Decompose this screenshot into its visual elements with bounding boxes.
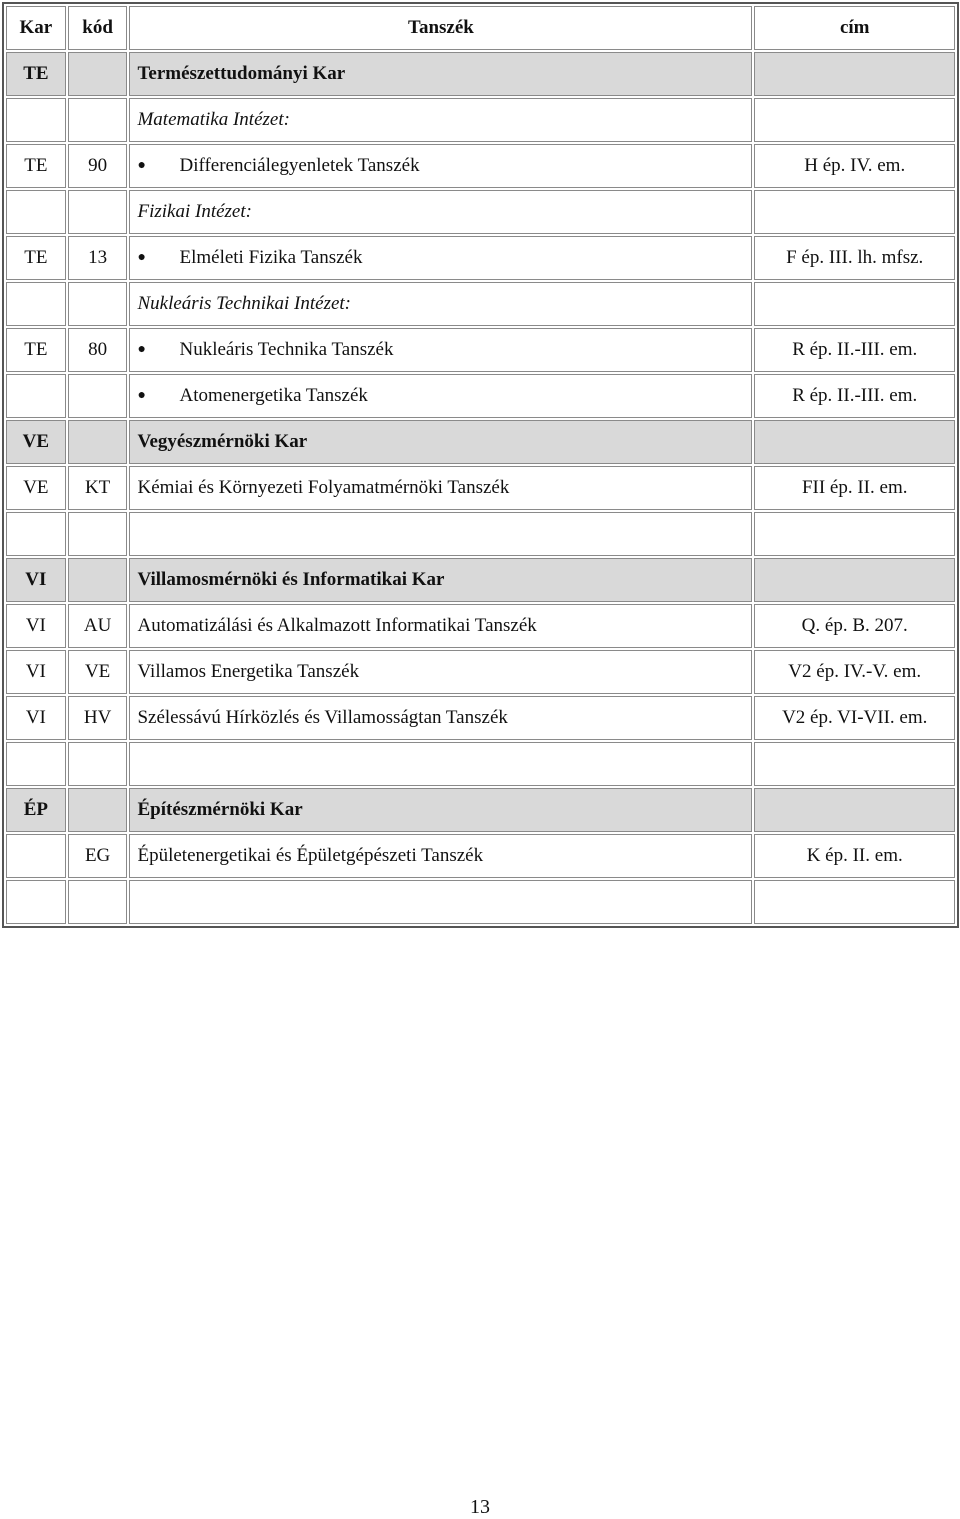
empty-row <box>6 512 955 556</box>
table-row <box>6 328 955 372</box>
kar-cell <box>6 282 66 326</box>
kod-cell <box>68 880 128 924</box>
institute-name: Fizikai Intézet: <box>129 190 752 234</box>
cim-cell <box>754 788 955 832</box>
kar-cell: VI <box>6 558 66 602</box>
empty-row <box>6 880 955 924</box>
table-row <box>6 374 955 418</box>
kod-cell <box>68 52 128 96</box>
faculty-name: Természettudományi Kar <box>129 52 752 96</box>
kar-cell: ÉP <box>6 788 66 832</box>
table-header-row <box>6 6 955 50</box>
cim-cell: R ép. II.-III. em. <box>754 328 955 372</box>
department-name: Villamos Energetika Tanszék <box>129 650 752 694</box>
kod-cell <box>68 558 128 602</box>
kar-cell: TE <box>6 328 66 372</box>
faculty-name: Építészmérnöki Kar <box>129 788 752 832</box>
faculty-name: Vegyészmérnöki Kar <box>129 420 752 464</box>
cim-cell <box>754 52 955 96</box>
kod-cell: 90 <box>68 144 128 188</box>
kod-cell <box>68 512 128 556</box>
header-kod: kód <box>68 6 128 50</box>
kar-cell: VI <box>6 696 66 740</box>
faculty-row <box>6 52 955 96</box>
cim-cell: F ép. III. lh. mfsz. <box>754 236 955 280</box>
kar-cell: VI <box>6 604 66 648</box>
kod-cell: EG <box>68 834 128 878</box>
kar-cell: TE <box>6 236 66 280</box>
kar-cell <box>6 190 66 234</box>
department-cell <box>129 374 752 418</box>
kod-cell <box>68 788 128 832</box>
table-row <box>6 144 955 188</box>
cim-cell <box>754 880 955 924</box>
department-name: Kémiai és Környezeti Folyamatmérnöki Tanszék <box>129 466 752 510</box>
cim-cell <box>754 98 955 142</box>
kod-cell: HV <box>68 696 128 740</box>
institute-name: Matematika Intézet: <box>129 98 752 142</box>
kod-cell <box>68 282 128 326</box>
department-name <box>129 880 752 924</box>
departments-table <box>2 2 959 928</box>
empty-row <box>6 742 955 786</box>
department-name: Atomenergetika Tanszék <box>179 384 368 406</box>
institute-row <box>6 282 955 326</box>
department-name <box>129 742 752 786</box>
bullet-icon: ● <box>137 250 146 266</box>
kod-cell <box>68 374 128 418</box>
institute-row <box>6 190 955 234</box>
cim-cell: V2 ép. IV.-V. em. <box>754 650 955 694</box>
faculty-row <box>6 788 955 832</box>
header-kar: Kar <box>6 6 66 50</box>
cim-cell: Q. ép. B. 207. <box>754 604 955 648</box>
department-name: Automatizálási és Alkalmazott Informatikai Tanszék <box>129 604 752 648</box>
cim-cell: H ép. IV. em. <box>754 144 955 188</box>
cim-cell: FII ép. II. em. <box>754 466 955 510</box>
table-row <box>6 834 955 878</box>
kar-cell <box>6 374 66 418</box>
kar-cell <box>6 512 66 556</box>
kar-cell <box>6 834 66 878</box>
kar-cell <box>6 880 66 924</box>
table-row <box>6 604 955 648</box>
faculty-name: Villamosmérnöki és Informatikai Kar <box>129 558 752 602</box>
table-row <box>6 466 955 510</box>
faculty-row <box>6 558 955 602</box>
table-row <box>6 650 955 694</box>
kod-cell <box>68 742 128 786</box>
kod-cell <box>68 190 128 234</box>
faculty-row <box>6 420 955 464</box>
bullet-icon: ● <box>137 158 146 174</box>
kod-cell <box>68 420 128 464</box>
kar-cell: TE <box>6 52 66 96</box>
department-name: Épületenergetikai és Épületgépészeti Tanszék <box>129 834 752 878</box>
cim-cell: K ép. II. em. <box>754 834 955 878</box>
department-cell <box>129 236 752 280</box>
kod-cell: 80 <box>68 328 128 372</box>
cim-cell <box>754 282 955 326</box>
kar-cell <box>6 742 66 786</box>
kar-cell: VE <box>6 466 66 510</box>
table-row <box>6 696 955 740</box>
department-name: Elméleti Fizika Tanszék <box>179 246 363 268</box>
kar-cell: VE <box>6 420 66 464</box>
header-cim: cím <box>754 6 955 50</box>
table-row <box>6 236 955 280</box>
kod-cell: AU <box>68 604 128 648</box>
department-cell <box>129 328 752 372</box>
cim-cell: R ép. II.-III. em. <box>754 374 955 418</box>
cim-cell <box>754 420 955 464</box>
institute-row <box>6 98 955 142</box>
bullet-icon: ● <box>137 388 146 404</box>
department-name <box>129 512 752 556</box>
cim-cell <box>754 190 955 234</box>
kod-cell: VE <box>68 650 128 694</box>
department-name: Szélessávú Hírközlés és Villamosságtan Tanszék <box>129 696 752 740</box>
department-name: Differenciálegyenletek Tanszék <box>179 154 420 176</box>
kod-cell: 13 <box>68 236 128 280</box>
cim-cell <box>754 742 955 786</box>
kod-cell: KT <box>68 466 128 510</box>
kar-cell <box>6 98 66 142</box>
institute-name: Nukleáris Technikai Intézet: <box>129 282 752 326</box>
header-tanszek: Tanszék <box>129 6 752 50</box>
kar-cell: TE <box>6 144 66 188</box>
department-name: Nukleáris Technika Tanszék <box>179 338 394 360</box>
cim-cell: V2 ép. VI-VII. em. <box>754 696 955 740</box>
cim-cell <box>754 512 955 556</box>
department-cell <box>129 144 752 188</box>
kar-cell: VI <box>6 650 66 694</box>
page-number: 13 <box>470 1496 490 1518</box>
bullet-icon: ● <box>137 342 146 358</box>
cim-cell <box>754 558 955 602</box>
kod-cell <box>68 98 128 142</box>
